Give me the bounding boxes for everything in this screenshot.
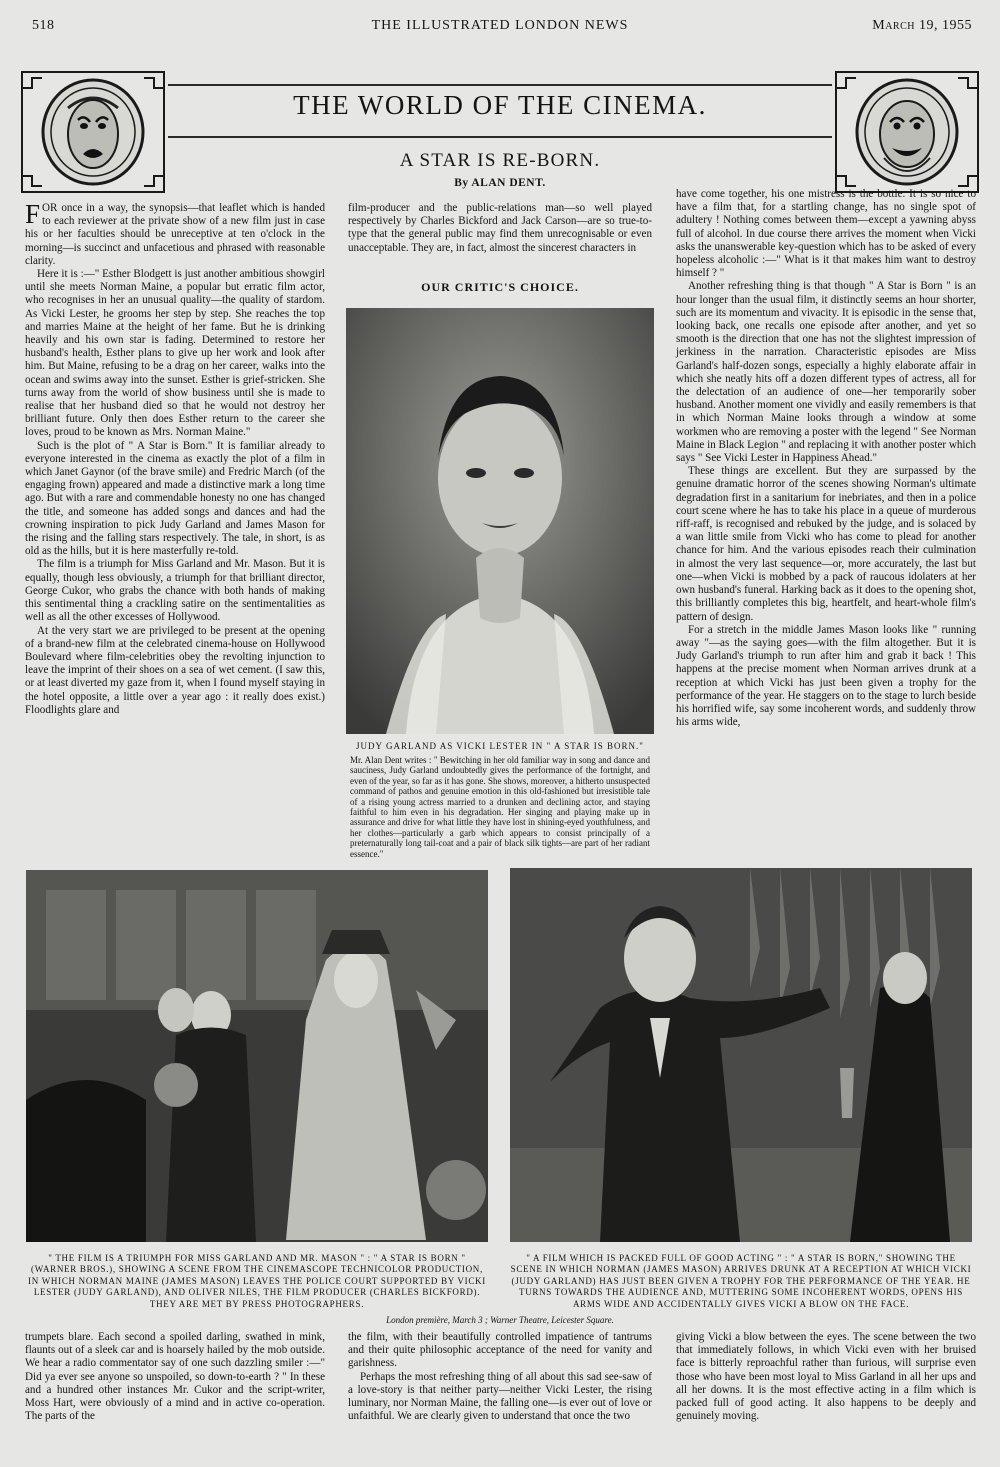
column-1 <box>25 199 325 852</box>
right-photo-caption: " A FILM WHICH IS PACKED FULL OF GOOD ACTING " : " A STAR IS BORN," SHOWING THE SCENE IN WHICH NORMAN (JAMES MASON) ARRIVES DRUNK AT A RECEPTION AT WHICH VICKI (JUDY GARLAND) HAS JUST BEEN GIVEN A TROPHY FOR THE PERFORMANCE OF THE YEAR. HE TURNS TOWARDS THE AUDIENCE AND, MUTTERING SOME INCOHERENT WORDS, OPENS HIS ARMS WIDE AND ACCIDENTALLY GIVES VICKI A BLOW ON THE FACE. <box>510 1253 972 1309</box>
premiere-note: London première, March 3 ; Warner Theatre, Leicester Square. <box>386 1315 614 1325</box>
paragraph-4: The film is a triumph for Miss Garland and Mr. Mason. But it is equally, though less obviously, a triumph for that brilliant director, George Cukor, who grabs the chance with both hands of making this sentimental thing a crackling satire on the sentimentalities as well as all the other excesses of Hollywood. <box>25 558 325 624</box>
paragraph-8: For a stretch in the middle James Mason looks like " running away "—as the saying goes—with the film altogether. But it is Judy Garland's triumph to run after him and grab it back ! This happens at the precise moment when Norman arrives drunk at a reception at which Vicki has just been given a trophy for the performance of the year. He staggers on to the stage to lurch beside his horrified wife, say some incoherent words, and suddenly throw his arms wide, <box>676 623 976 729</box>
article-headline: A STAR IS RE-BORN. <box>399 150 601 171</box>
issue-date: March 19, 1955 <box>872 18 972 33</box>
reception-scene-photo <box>510 868 972 1242</box>
paragraph-5: At the very start we are privileged to be present at the opening of a brand-new film at the celebrated cinema-house on Hollywood Boulevard where film-celebrities obey the revolting injunction to leave the imprint of their shoes on a sea of wet cement. (I saw this, or at least diverted my gaze from it, when I found myself staying in the hotel opposite, a little over a year ago : it really does exist.) Floodlights glare and <box>25 624 325 716</box>
publication-name: THE ILLUSTRATED LONDON NEWS <box>371 18 629 33</box>
paragraph-2: Here it is :—" Esther Blodgett is just another ambitious showgirl until she meets Norman Maine, a popular but erratic film actor, who recognises in her an unusual quality—the quality of stardom. As Vicki Lester, he grooms her step by step. She reaches the top and marries Maine at the height of her fame. But he is drinking heavily and his own star is fading. Determined to restore her husband's health, Esther plans to give up her work and look after him. But Maine, refusing to be a drag on her career, walks into the ocean and swims away into the sunset. Esther is grief-stricken. She turns away from the world of show business until she is made to realise that her husband died so that he would not destroy her brilliant future. Only then does Esther return to the career she loves, proud to be known as Mrs. Norman Maine." <box>25 268 325 439</box>
byline: By ALAN DENT. <box>454 177 546 189</box>
left-photo-caption: " THE FILM IS A TRIUMPH FOR MISS GARLAND AND MR. MASON " : " A STAR IS BORN " (WARNER BROS.), SHOWING A SCENE FROM THE CINEMASCOPE TECHNICOLOR PRODUCTION, IN WHICH NORMAN MAINE (JAMES MASON) LEAVES THE POLICE COURT SUPPORTED BY VICKI LESTER (JUDY GARLAND), AND OLIVER NILES, THE FILM PRODUCER (CHARLES BICKFORD). THEY ARE MET BY PRESS PHOTOGRAPHERS. <box>28 1253 486 1309</box>
paragraph-continued-3: have come together, his one mistress is the bottle. It is so nice to have a film that, for a startling change, has no single spot of adultery ! Nothing comes between them—except a yawning abyss full of alcohol. In due course there arrives the moment when Vicki asks the unanswerable key-question which has to be asked of every hopeless alcoholic :—" What is it that makes him want to destroy himself ? " <box>676 188 976 280</box>
title-bottom-rule <box>168 136 832 138</box>
judy-garland-portrait-photo <box>346 308 654 734</box>
page-number: 518 <box>32 18 55 33</box>
drop-cap: F <box>25 199 41 229</box>
portrait-caption-title: JUDY GARLAND AS VICKI LESTER IN " A STAR IS BORN." <box>356 741 644 751</box>
bottom-column-1: trumpets blare. Each second a spoiled darling, swathed in mink, flaunts out of a sleek car and is hoarsely hailed by the mob outside. We hear a radio commentator say of one such dazzling smiler :—" Did ya ever see anyone so unspoiled, so down-to-earth ? " In these and a hundred other instances Mr. Cukor and the script-writer, Moss Hart, were obviously of a mind and in active co-operation. The parts of the <box>25 1331 325 1423</box>
paragraph-7: These things are excellent. But they are surpassed by the genuine dramatic horror of the scenes showing Norman's ultimate degradation first in a sanitarium for inebriates, and then in a police court scene where he has to take his place in a queue of murderous riff-raff, is recognised and rebuked by the judge, and is solaced by a wan little smile from Vicki who has come to plead for another chance for him. And the various episodes reach their culmination in almost the very last sequence—or, more accurately, the last but one—when Vicki is mobbed by a pack of raucous idolaters at her own husband's funeral. Harking back as it does to the opening shot, this brilliantly completes this big, heartfelt, and heart-whole film's pattern of design. <box>676 465 976 623</box>
paragraph-3: Such is the plot of " A Star is Born." It is familiar already to everyone interested in the cinema as exactly the plot of a film in which Janet Gaynor (of the brave smile) and Fredric March (of the engaging frown) appeared and made a distinctive mark a long time ago. But with a rare and commendable honesty no one has changed the title, and someone has added songs and dances and had the crowning inspiration to pick Judy Garland and James Mason for the rising and the falling stars respectively. The tale, in short, is as old as the hills, but it is here masterfully re-told. <box>25 439 325 558</box>
paragraph-continued: film-producer and the public-relations man—so well played respectively by Charles Bickford and Jack Carson—are so true-to-type that the general public may find them unrecognisable or even unacceptable. They are, in fact, almost the sincerest characters in <box>348 202 652 254</box>
portrait-caption-text: Mr. Alan Dent writes : " Bewitching in her old familiar way in song and dance and sauciness, Judy Garland undoubtedly gives the performance of the fortnight, and even of the year, so far as it has gone. She shows, moreover, a hitherto unsuspected command of pathos and genuine emotion in this old-fashioned but irresistible tale of a rising young actress married to a drunken and declining actor, and staying faithful to him even in his degradation. Her singing and playing make up in assurance and drive for what little they have lost in shining-eyed youthfulness, and her clothes—particularly a garb which appears to consist principally of a preternaturally long tail-coat and a pair of black silk tights—are part of her radiant essence." <box>350 755 650 859</box>
column-2 <box>348 202 652 272</box>
paragraph-1: FOR once in a way, the synopsis—that leaflet which is handed to each reviewer at the private show of a new film just in case his or her faculties should be unreceptive at ten o'clock in the morning—is succinct and unfacetious and phrased with reasonable clarity. <box>25 199 325 267</box>
title-top-rule <box>168 84 832 86</box>
bottom-column-2: the film, with their beautifully controlled impatience of tantrums and their quite philosophic acceptance of the need for vanity and garishness. Perhaps the most refreshing thing of all about this sad see-saw of a love-story is that neither party—neither Vicki Lester, the rising luminary, nor Norman Maine, the falling one—is ever out of love or unfaithful. We are clearly given to understand that once the two <box>348 1331 652 1423</box>
section-title: THE WORLD OF THE CINEMA. <box>293 90 707 120</box>
police-court-scene-photo <box>26 870 488 1242</box>
column-3 <box>676 188 976 852</box>
critics-choice-heading: OUR CRITIC'S CHOICE. <box>421 280 579 294</box>
bottom-column-3: giving Vicki a blow between the eyes. The scene between the two that immediately follows, in which Vicki even with her bruised face is bitterly reproachful rather than furious, will surprise even those who have been most loyal to Miss Garland in all her ups and all her downs. It is the most effective acting in a film which is packed full of good acting. It also happens to be deeply and genuinely moving. <box>676 1331 976 1423</box>
paragraph-6: Another refreshing thing is that though " A Star is Born " is an hour longer than the usual film, it distinctly seems an hour shorter, such are its momentum and vivacity. It is episodic in the sense that, looking back, one recalls one episode after another, and yet so smooth is the direction that one has not the slightest impression of jerkiness in the narration. Characteristic episodes are Miss Garland's half-dozen songs, especially a highly elaborate affair in which she neatly hits off a dozen different types of actress, all for the delectation of an audience of one—her temporarily sober husband. Another moment one vividly and easily remembers is that in which Norman Maine looks through a window at some workmen who are removing a poster with the legend " See Norman Maine in Black Legion " and replacing it with another poster which says " See Vicki Lester in Happiness Ahead." <box>676 280 976 465</box>
